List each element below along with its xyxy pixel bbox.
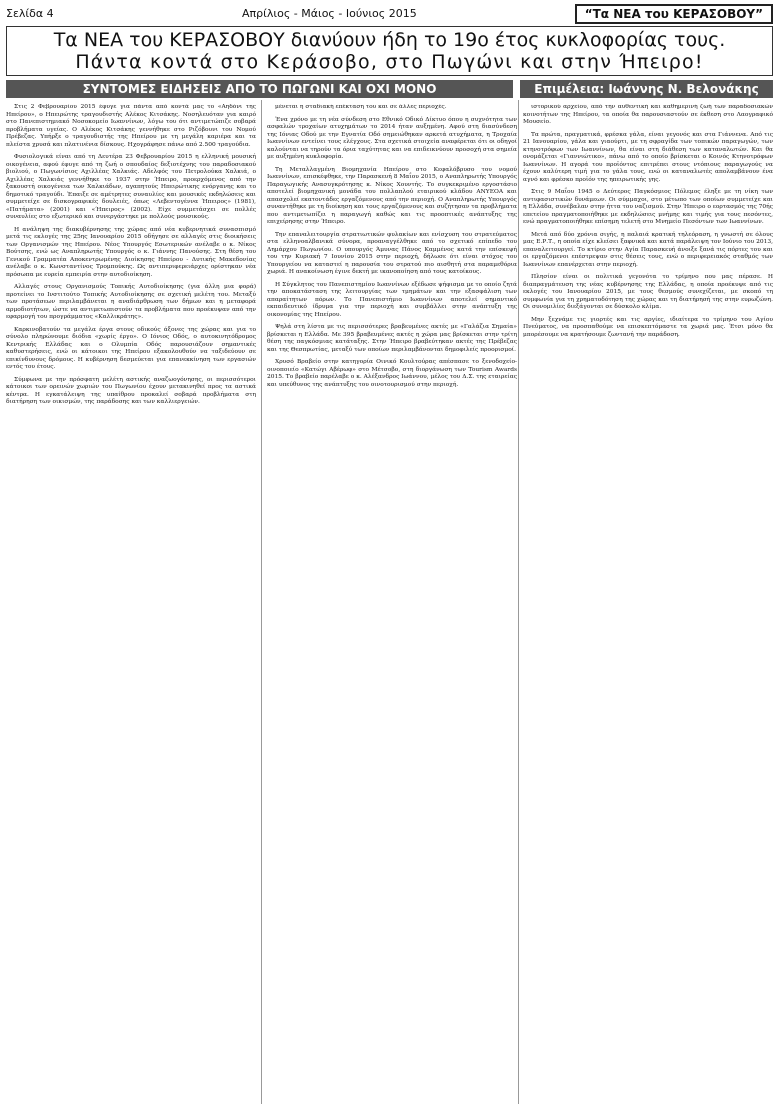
column-divider xyxy=(261,100,262,1104)
banner-line-2: Πάντα κοντά στο Κεράσοβο, στο Πωγώνι και στην Ήπειρο! xyxy=(75,51,704,73)
article: Πλησίον είναι οι πολιτικά γεγονότα το τρίμηνο που μας πέρασε. Η διαπραγμάτευση της νέας κυβέρνησης της Ελλάδας, η οποία προέκυψε από τις εκλογές του Ιανουαρίου 2015, με τους θεσμούς συνεχίζεται, με σκοπό τη συμφωνία για τη χρηματοδότηση της χώρας και τη διατήρησή της στην ευρωζώνη. Οι συνομιλίες διεξάγονται σε δύσκολο κλίμα. xyxy=(523,274,773,310)
article: Η Σύγκλητος του Πανεπιστημίου Ιωαννίνων εξέδωσε ψήφισμα με το οποίο ζητά την αποκατάσταση της λειτουργίας των τμημάτων και την εξασφάλιση των απαραίτητων πόρων. Το Πανεπιστήμιο Ιωαννίνων αποτελεί σημαντικό εκπαιδευτικό ίδρυμα για την περιοχή και συμβάλλει στην ανάπτυξη της οικονομίας της Ηπείρου. xyxy=(267,281,517,318)
issue-date: Απρίλιος - Μάιος - Ιούνιος 2015 xyxy=(242,7,417,20)
headline-banner xyxy=(6,26,773,76)
newspaper-name: “Τα ΝΕΑ του ΚΕΡΑΣΟΒΟΥ” xyxy=(575,4,773,24)
article: Ψηλά στη λίστα με τις περισσότερες βραβευμένες ακτές με «Γαλάζια Σημαία» βρίσκεται η Ελλάδα. Με 395 βραβευμένες ακτές η χώρα μας βρίσκεται στην τρίτη θέση της παγκόσμιας κατάταξης. Στην Ήπειρο βραβεύτηκαν ακτές της Πρέβεζας και της Θεσπρωτίας, μεταξύ των οποίων περιλαμβάνονται δημοφιλείς προορισμοί. xyxy=(267,324,517,353)
section-title: ΣΥΝΤΟΜΕΣ ΕΙΔΗΣΕΙΣ ΑΠΟ ΤΟ ΠΩΓΩΝΙ ΚΑΙ ΟΧΙ ΜΟΝΟ xyxy=(6,80,513,98)
article: Στις 9 Μαΐου 1945 ο Δεύτερος Παγκόσμιος Πόλεμος έληξε με τη νίκη των αντιφασιστικών δυνάμεων. Οι σύμμαχοι, στο μέτωπο των οποίων συμμετείχε και η Ελλάδα, συνέβαλαν στην ήττα του ναζισμού. Στην Ήπειρο ο εορτασμός της 70ής επετείου πραγματοποιήθηκε με εκδηλώσεις μνήμης και τιμής για τους πεσόντες, ενώ πραγματοποιήθηκε επίσημη τελετή στο Μνημείο Πεσόντων των Ιωαννίνων. xyxy=(523,189,773,225)
page-header xyxy=(6,4,773,24)
section-editor: Επιμέλεια: Ιωάννης Ν. Βελονάκης xyxy=(520,80,773,98)
article: Ένα χρόνο με τη νέα σύνδεση στο Εθνικό Οδικό Δίκτυο όπου η συχνότητα των ασφαλών τροχαίων ατυχημάτων το 2014 ήταν αυξημένη. Αφού στη διασύνδεση της Ιόνιας Οδού με την Εγνατία Οδό σημειώθηκαν αρκετά ατυχήματα, η Τροχαία Ιωαννίνων εντείνει τους ελέγχους. Στα σχετικά στοιχεία αναφέρεται ότι οι οδηγοί καλούνται να τηρούν τα όρια ταχύτητας και να επιδεικνύουν προσοχή στα σημεία με αυξημένη κυκλοφορία. xyxy=(267,116,517,160)
article: ιστορικού αρχείου, από την αυθεντική και καθημερινή ζωή των παραδοσιακών κοινοτήτων της Ηπείρου, τα οποία θα παρουσιαστούν σε έκθεση στο Λαογραφικό Μουσείο. xyxy=(523,104,773,125)
article: Καρκινοβατούν τα μεγάλα έργα στους οδικούς άξονες της χώρας και για το σύνολο πληρώνουμε διόδια «χωρίς έργο». Ο Ιόνιος Οδός, ο αυτοκινητόδρομος Κεντρικής Ελλάδας και ο Ολυμπία Οδός παρουσιάζουν σημαντικές καθυστερήσεις, ενώ οι κάτοικοι της Ηπείρου εξακολουθούν να ταξιδεύουν σε επικίνδυνους δρόμους. Η κυβέρνηση δεσμεύεται για επανεκκίνηση των εργασιών εντός του έτους. xyxy=(6,326,256,370)
article: Σύμφωνα με την πρόσφατη μελέτη αστικής αναζωογόνησης, οι περισσότεροι κάτοικοι των ορεινών χωριών του Πωγωνίου έχουν μετακινηθεί προς τα αστικά κέντρα. Η εγκατάλειψη της υπαίθρου προκαλεί σοβαρά προβλήματα στη διατήρηση των οικισμών, της παράδοσης και των καλλιεργειών. xyxy=(6,376,256,405)
column-3 xyxy=(523,104,773,1104)
article: μένεται η σταδιακή επέκταση του και σε άλλες περιοχές. xyxy=(275,104,447,110)
column-1 xyxy=(6,104,256,1104)
article: Μετά από δύο χρόνια σιγής, η παλαιά κρατική τηλεόραση, η γνωστή σε όλους μας Ε.Ρ.Τ., η οποία είχε κλείσει ξαφνικά και κατά παράλειψη τον Ιούνιο του 2013, επαναλειτουργεί. Το κτίριο στην Αγία Παρασκευή άνοιξε ξανά τις πόρτες του και οι εργαζόμενοι επέστρεψαν στις θέσεις τους, ενώ ο περιφερειακός σταθμός των Ιωαννίνων επανέρχεται στην περιοχή. xyxy=(523,231,773,268)
page-number: Σελίδα 4 xyxy=(6,7,54,20)
article: Η ανάληψη της διακυβέρνησης της χώρας από νέα κυβερνητικά συνασπισμό μετά τις εκλογές της 25ης Ιανουαρίου 2015 οδήγησε σε αλλαγές στις διοικήσεις των Οργανισμών της Ηπείρου. Νέος Υπουργός Εσωτερικών ανέλαβε ο κ. Νίκος Βούτσης, ενώ ως Αναπληρωτής Υπουργός ο κ. Γιάννης Πανούσης. Στη θέση του Γενικού Γραμματέα Αποκεντρωμένης Διοίκησης Ηπείρου - Δυτικής Μακεδονίας ανέλαβε ο κ. Κωνσταντίνος Τρομπούκης. Ως αντιπεριφερειάρχες ορίστηκαν νέα πρόσωπα με ευρεία εμπειρία στην αυτοδιοίκηση. xyxy=(6,226,256,278)
banner-line-1: Τα ΝΕΑ του ΚΕΡΑΣΟΒΟΥ διανύουν ήδη το 19ο έτος κυκλοφορίας τους. xyxy=(53,29,726,51)
article: Χρυσό Βραβείο στην κατηγορία Οινικό Κουλτούρας απέσπασε το ξενοδοχείο-οινοποιείο «Κατώγι Αβέρωφ» στο Μέτσοβο, στη διοργάνωση των Tourism Awards 2015. Το βραβείο παρέλαβε ο κ. Αλέξανδρος Ιωάννου, μέλος του Δ.Σ. της εταιρείας και υπεύθυνος της ανάπτυξης του οινοτουρισμού στην περιοχή. xyxy=(267,359,517,388)
article: Φυσιολογικά είναι από τη Δευτέρα 23 Φεβρουαρίου 2015 η ελληνική μουσική οικογένεια, αφού έφυγε από τη ζωή ο σπουδαίος δεξιοτέχνης του παραδοσιακού βιολιού, ο Πωγωνίσιος Αχιλλέας Χαλκιάς. Αδελφός του Πετρολούκα Χαλκιά, ο Αχιλλέας Χαλκιάς γεννήθηκε το 1937 στην Ήπειρο, προερχόμενος από την ξακουστή οικογένεια των Χαλκιάδων, αγαπητούς Ηπειρώτικης ενόργανης και το δημοτικό τραγούδι. Έπαιξε σε αμέτρητες συναυλίες και μουσικές εκδηλώσεις και συμμετείχε σε δισκογραφικές δουλειές, όπως «Λεβεντογέννα Ήπειρος» (1981), «Πατήματα» (2001) και «Ήπειρος» (2002). Είχε συμμετάσχει σε πολλές συναυλίες στο εξωτερικό και συνεργάστηκε με πολλούς μουσικούς. xyxy=(6,154,256,220)
article: Τη Μεταλλαγμένη Βιομηχανία Ηπείρου στο Κεφαλόβρυσο του νομού Ιωαννίνων, επισκέφθηκε, την Παρασκευή 8 Μαΐου 2015, ο Αναπληρωτής Υπουργός Παραγωγικής Ανασυγκρότησης κ. Νίκος Χουντής. Το συγκεκριμένο εργοστάσιο αποτελεί βιομηχανική μονάδα του πολλαπλού εταιρικού κλάδου ANYEOA και απασχολεί εκατοντάδες εργαζόμενους από την περιοχή. Ο Αναπληρωτής Υπουργός συναντήθηκε με τη διοίκηση και τους εργαζόμενους και συζήτησαν τα προβλήματα που αντιμετωπίζει η παραγωγή καθώς και τις προοπτικές ανάπτυξης της επιχείρησης στην Ήπειρο. xyxy=(267,166,517,225)
article: Τα πρώτα, πραγματικά, φρέσκα γάλα, είναι γεγονός και στα Γιάννενα. Από τις 21 Ιανουαρίου, γάλα και γιαούρτι, με τη σφραγίδα των τοπικών παραγωγών, των κτηνοτρόφων των Ιωαννίνων, θα είναι στη διάθεση των καταναλωτών. Και θα ονομάζεται «Γιαννιώτικο», πάνω από το οποίο βρίσκεται ο Κοινός Κτηνοτρόφων Ιωαννίνων. Η αγορά του προϊόντος επιτρέπει στους ντόπιους παραγωγούς να έχουν καλύτερη τιμή για το γάλα τους, ενώ οι καταναλωτές απολαμβάνουν ένα αγνό και φρέσκο προϊόν της ηπειρωτικής γης. xyxy=(523,131,773,183)
article: Μην ξεχνάμε τις γιορτές και τις αργίες, ιδιαίτερα το τρίμηνο του Αγίου Πνεύματος, να προσπαθούμε να επισκεπτόμαστε τα χωριά μας. Έτσι μόνο θα μπορέσουμε να κρατήσουμε ζωντανή την παράδοση. xyxy=(523,316,773,338)
article: Στις 2 Φεβρουαρίου 2015 έφυγε για πάντα από κοντά μας το «Αηδόνι της Ηπείρου», ο Ηπειρώτης τραγουδιστής Αλέκος Κιτσάκης. Νοσηλευόταν για καιρό στο Πανεπιστημιακό Νοσοκομείο Ιωαννίνων, λόγω του ότι αντιμετώπιζε σοβαρά προβλήματα υγείας. Ο Αλέκος Κιτσάκης γεννήθηκε στο Ριζόβουνι του Νομού Πρέβεζας. Υπήρξε ο τραγουδιστής της Ηπείρου με τη μεγάλη καριέρα και τα πλείστα χρυσά και πλατινένια δίσκους. Ηχογράφησε πάνω από 2.500 τραγούδια. xyxy=(6,104,256,148)
column-2 xyxy=(267,104,517,1104)
article: Αλλαγές στους Οργανισμούς Τοπικής Αυτοδιοίκησης (για άλλη μια φορά) προτείνει το Ινστιτούτο Τοπικής Αυτοδιοίκησης σε σχετική μελέτη του. Μεταξύ των προτάσεων περιλαμβάνεται η αναδιάρθρωση των δήμων και η μεταφορά αρμοδιοτήτων, ώστε να αντιμετωπιστούν τα προβλήματα που προέκυψαν από την εφαρμογή του προγράμματος «Καλλικράτης». xyxy=(6,284,256,320)
article: Την επαναλειτουργία στρατιωτικών φυλακίων και ενίσχυση του στρατεύματος στα ελληνοαλβανικά σύνορα, προαναγγέλθηκε από το σχετικό επίπεδο του Δημάρχου Πωγωνίου. Ο υπουργός Άμυνας Πάνος Καμμένος κατά την επίσκεψή του την Κυριακή 7 Ιουνίου 2015 στην περιοχή, δήλωσε ότι είναι στόχος του Υπουργείου να καταστεί η παρουσία του στρατού πιο αισθητή στα παραμεθόρια χωριά. Η ανακοίνωση έγινε δεκτή με ικανοποίηση από τους κατοίκους. xyxy=(267,231,517,275)
column-divider xyxy=(518,100,519,1104)
